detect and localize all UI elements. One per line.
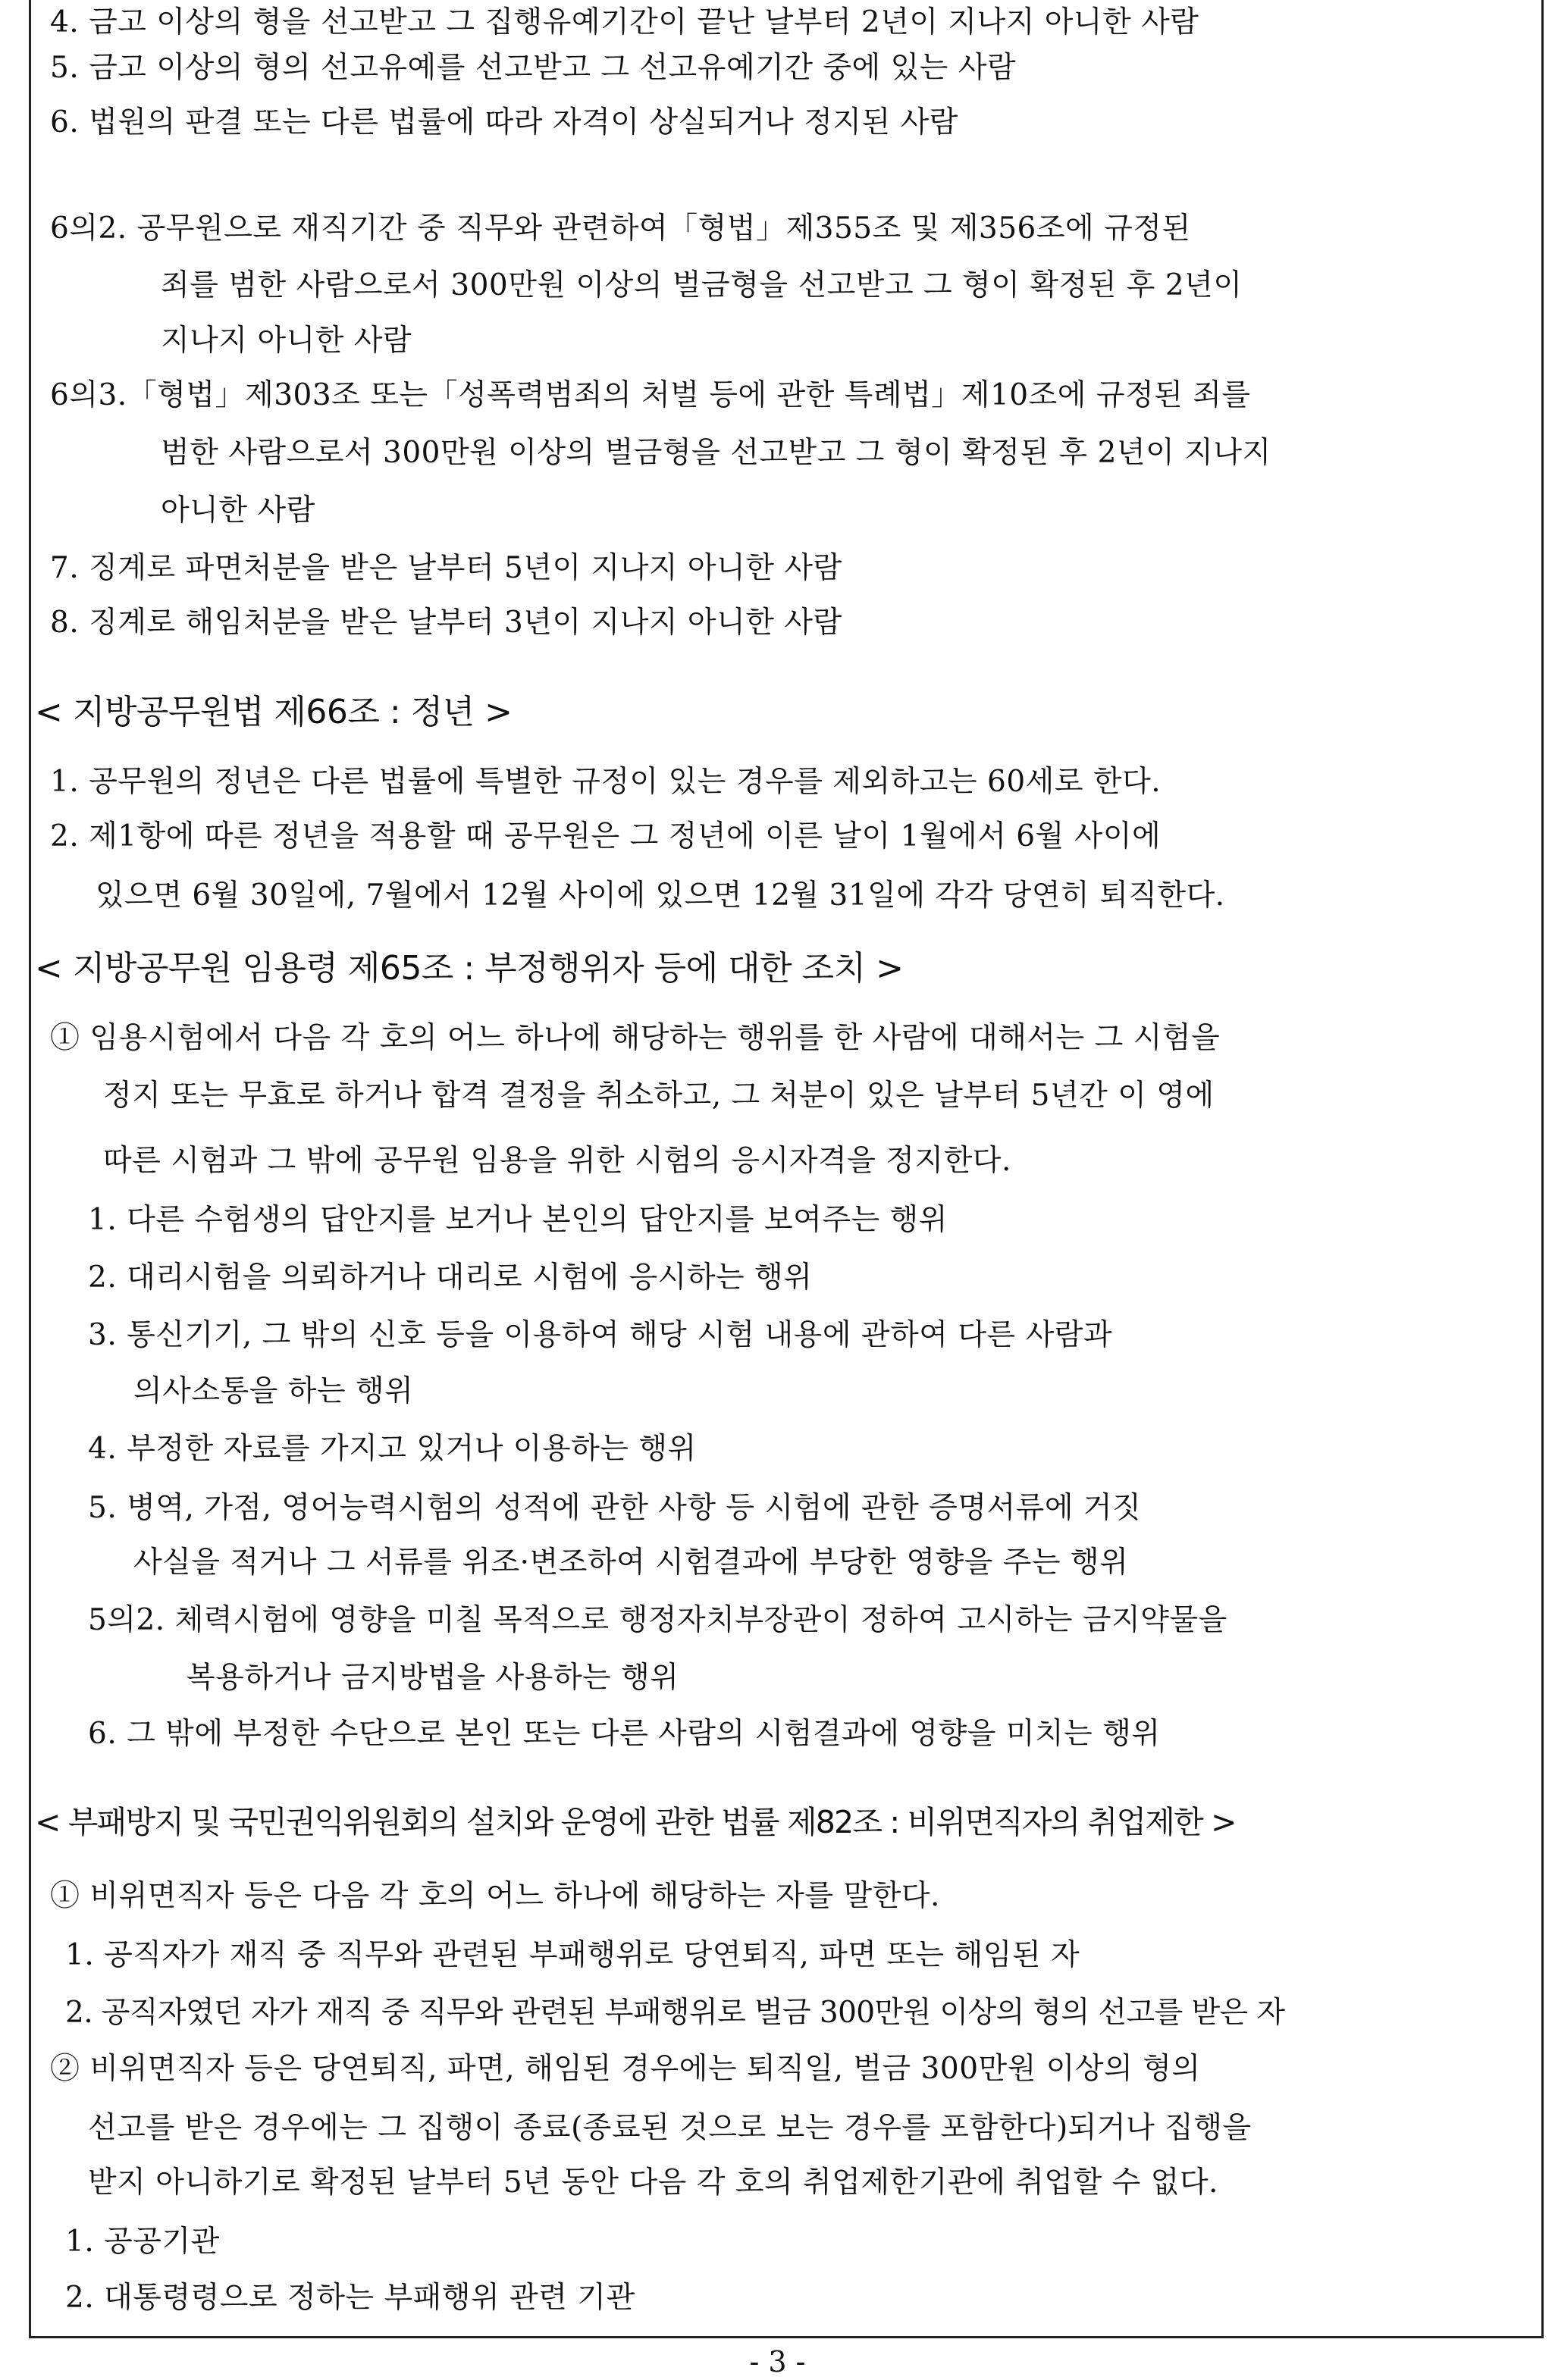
paragraph-continuation: 따른 시험과 그 밖에 공무원 임용을 위한 시험의 응시자격을 정지한다. bbox=[103, 1144, 1011, 1178]
list-item: 5의2. 체력시험에 영향을 미칠 목적으로 행정자치부장관이 정하여 고시하는 금지약물을 bbox=[88, 1603, 1227, 1637]
list-item-continuation: 사실을 적거나 그 서류를 위조·변조하여 시험결과에 부당한 영향을 주는 행위 bbox=[133, 1545, 1129, 1580]
list-item: 1. 공직자가 재직 중 직무와 관련된 부패행위로 당연퇴직, 파면 또는 해임된 자 bbox=[65, 1938, 1080, 1972]
page-number: - 3 - bbox=[749, 2345, 806, 2378]
list-item: 2. 제1항에 따른 정년을 적용할 때 공무원은 그 정년에 이른 날이 1월에서 6월 사이에 bbox=[50, 819, 1162, 853]
list-item: 2. 대리시험을 의뢰하거나 대리로 시험에 응시하는 행위 bbox=[88, 1260, 813, 1295]
list-item: 7. 징계로 파면처분을 받은 날부터 5년이 지나지 아니한 사람 bbox=[50, 551, 842, 585]
section-heading: < 지방공무원 임용령 제65조 : 부정행위자 등에 대한 조치 > bbox=[35, 949, 904, 988]
list-item: 4. 금고 이상의 형을 선고받고 그 집행유예기간이 끝난 날부터 2년이 지나지 아니한 사람 bbox=[50, 5, 1199, 39]
list-item: 1. 공공기관 bbox=[65, 2225, 220, 2259]
list-item: 1. 공무원의 정년은 다른 법률에 특별한 규정이 있는 경우를 제외하고는 60세로 한다. bbox=[50, 765, 1162, 799]
list-item: 2. 대통령령으로 정하는 부패행위 관련 기관 bbox=[65, 2281, 635, 2315]
paragraph-continuation: 선고를 받은 경우에는 그 집행이 종료(종료된 것으로 보는 경우를 포함한다)되거나 집행을 bbox=[88, 2111, 1252, 2145]
list-item-continuation: 복용하거나 금지방법을 사용하는 행위 bbox=[187, 1661, 679, 1695]
list-item: 1. 다른 수험생의 답안지를 보거나 본인의 답안지를 보여주는 행위 bbox=[88, 1203, 948, 1237]
section-heading: < 지방공무원법 제66조 : 정년 > bbox=[35, 693, 513, 731]
list-item: 6의2. 공무원으로 재직기간 중 직무와 관련하여「형법」제355조 및 제356조에 규정된 bbox=[50, 211, 1191, 246]
list-item-continuation: 범한 사람으로서 300만원 이상의 벌금형을 선고받고 그 형이 확정된 후 2년이 지나지 bbox=[161, 436, 1271, 470]
list-item: 6. 법원의 판결 또는 다른 법률에 따라 자격이 상실되거나 정지된 사람 bbox=[50, 105, 958, 139]
list-item: 6. 그 밖에 부정한 수단으로 본인 또는 다른 사람의 시험결과에 영향을 미치는 행위 bbox=[88, 1717, 1161, 1751]
paragraph-clause: ① 임용시험에서 다음 각 호의 어느 하나에 해당하는 행위를 한 사람에 대해서는 그 시험을 bbox=[50, 1021, 1221, 1055]
list-item: 3. 통신기기, 그 밖의 신호 등을 이용하여 해당 시험 내용에 관하여 다른 사람과 bbox=[88, 1318, 1113, 1352]
paragraph-continuation: 받지 아니하기로 확정된 날부터 5년 동안 다음 각 호의 취업제한기관에 취업할 수 없다. bbox=[88, 2165, 1218, 2200]
section-heading: < 부패방지 및 국민권익위원회의 설치와 운영에 관한 법률 제82조 : 비위면직자의 취업제한 > bbox=[35, 1804, 1236, 1840]
list-item: 8. 징계로 해임처분을 받은 날부터 3년이 지나지 아니한 사람 bbox=[50, 606, 842, 640]
paragraph-continuation: 정지 또는 무효로 하거나 합격 결정을 취소하고, 그 처분이 있은 날부터 5년간 이 영에 bbox=[103, 1079, 1215, 1113]
list-item: 5. 병역, 가점, 영어능력시험의 성적에 관한 사항 등 시험에 관한 증명서류에 거짓 bbox=[88, 1491, 1142, 1525]
list-item-continuation: 의사소통을 하는 행위 bbox=[133, 1374, 414, 1408]
paragraph-clause: ① 비위면직자 등은 다음 각 호의 어느 하나에 해당하는 자를 말한다. bbox=[50, 1879, 940, 1913]
list-item: 5. 금고 이상의 형의 선고유예를 선고받고 그 선고유예기간 중에 있는 사람 bbox=[50, 51, 1017, 85]
list-item-continuation: 있으면 6월 30일에, 7월에서 12월 사이에 있으면 12월 31일에 각각 당연히 퇴직한다. bbox=[96, 878, 1225, 913]
list-item-continuation: 지나지 아니한 사람 bbox=[161, 324, 412, 358]
list-item: 2. 공직자였던 자가 재직 중 직무와 관련된 부패행위로 벌금 300만원 이상의 형의 선고를 받은 자 bbox=[65, 1996, 1285, 2030]
paragraph-clause: ② 비위면직자 등은 당연퇴직, 파면, 해임된 경우에는 퇴직일, 벌금 300만원 이상의 형의 bbox=[50, 2052, 1201, 2086]
list-item: 6의3.「형법」제303조 또는「성폭력범죄의 처벌 등에 관한 특례법」제10조에 규정된 죄를 bbox=[50, 378, 1251, 412]
list-item-continuation: 죄를 범한 사람으로서 300만원 이상의 벌금형을 선고받고 그 형이 확정된 후 2년이 bbox=[161, 268, 1243, 302]
list-item: 4. 부정한 자료를 가지고 있거나 이용하는 행위 bbox=[88, 1432, 697, 1466]
list-item-continuation: 아니한 사람 bbox=[161, 493, 315, 528]
